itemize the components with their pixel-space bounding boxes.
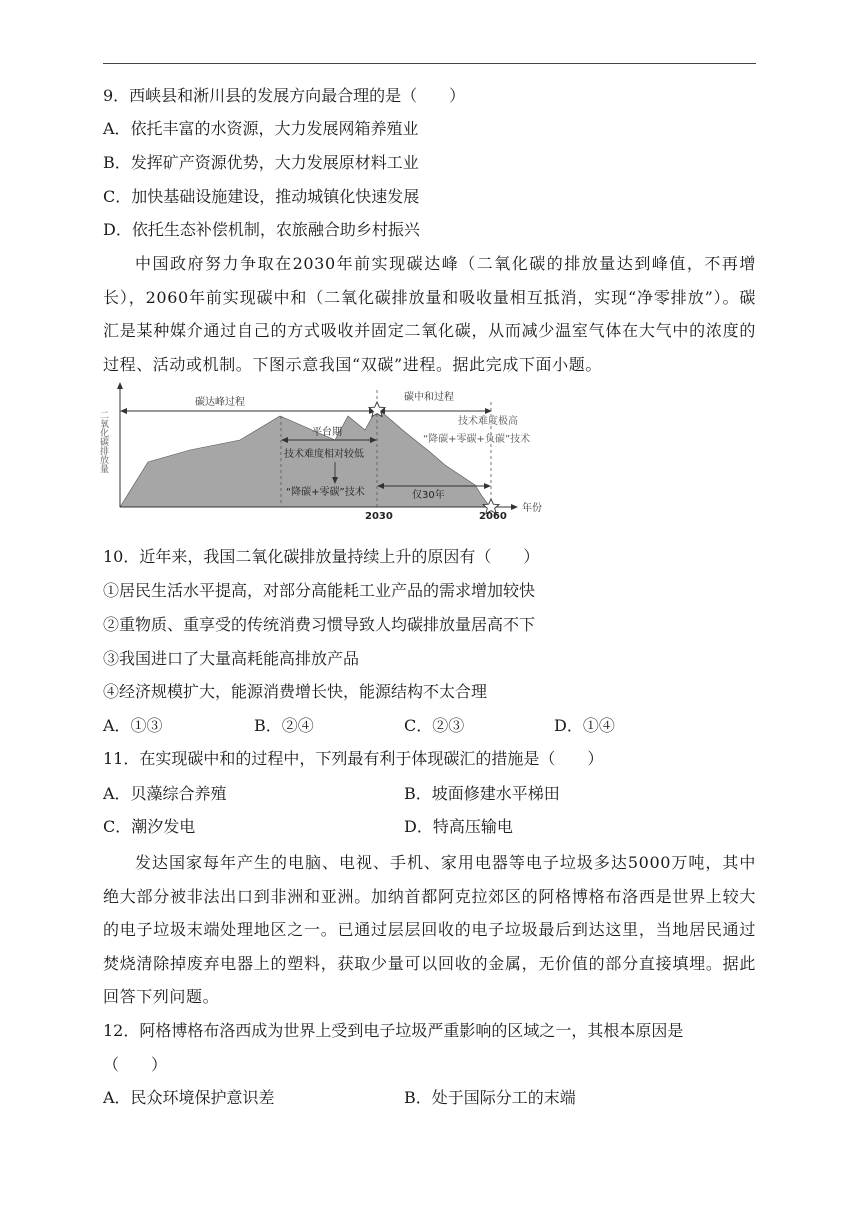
passage-e-waste	[103, 846, 756, 1014]
q10-item-1: ①居民生活水平提高，对部分高能耗工业产品的需求增加较快	[103, 581, 536, 600]
q9-option-a: A．依托丰富的水资源，大力发展网箱养殖业	[103, 119, 419, 138]
y-axis-arrow	[117, 382, 123, 389]
q12-stem: 12．阿格博格布洛西成为世界上受到电子垃圾严重影响的区域之一，其根本原因是	[103, 1021, 684, 1040]
q9-option-c: C．加快基础设施建设，推动城镇化快速发展	[103, 187, 420, 206]
q10-stem: 10．近年来，我国二氧化碳排放量持续上升的原因有（ ）	[103, 547, 540, 566]
q11-option-b: B．坡面修建水平梯田	[404, 784, 560, 803]
tick-2060: 2060	[479, 511, 507, 522]
x-axis-arrow	[511, 504, 518, 510]
q9-option-b: B．发挥矿产资源优势，大力发展原材料工业	[103, 153, 419, 172]
passage-carbon-text: 中国政府努力争取在2030年前实现碳达峰（二氧化碳的排放量达到峰值，不再增长），2060年前实现碳中和（二氧化碳排放量和吸收量相互抵消，实现“净零排放”）。碳汇是某种媒介通过自己的方式吸收并固定二氧化碳，从而减少温室气体在大气中的浓度的过程、活动或机制。下图示意我国“双碳”进程。据此完成下面小题。	[103, 254, 756, 374]
q9-option-d: D．依托生态补偿机制，农旅融合助乡村振兴	[103, 220, 420, 239]
q11-option-a: A．贝藻综合养殖	[103, 784, 227, 803]
header-rule	[103, 63, 756, 64]
q10-option-d: D．①④	[554, 716, 615, 735]
q12-answer-paren: （ ）	[103, 1055, 168, 1074]
q11-stem: 11．在实现碳中和的过程中，下列最有利于体现碳汇的措施是（ ）	[103, 749, 604, 768]
q10-item-2: ②重物质、重享受的传统消费习惯导致人均碳排放量居高不下	[103, 615, 536, 634]
difficulty-high-label: 技术难度极高	[458, 416, 518, 427]
q11-option-c: C．潮汐发电	[103, 817, 196, 836]
difficulty-low-label: 技术难度相对较低	[284, 449, 364, 460]
q11-option-d: D．特高压输电	[404, 817, 513, 836]
passage-e-waste-text: 发达国家每年产生的电脑、电视、手机、家用电器等电子垃圾多达5000万吨，其中绝大部分被非法出口到非洲和亚洲。加纳首都阿克拉郊区的阿格博格布洛西是世界上较大的电子垃圾末端处理地区之一。已通过层层回收的电子垃圾最后到达这里，当地居民通过焚烧清除掉废弃电器上的塑料，获取少量可以回收的金属，无价值的部分直接填埋。据此回答下列问题。	[103, 853, 756, 1006]
peak-arrow-left	[120, 408, 127, 414]
neutral-process-label: 碳中和过程	[404, 392, 454, 403]
tech-low-label: “降碳+零碳”技术	[286, 487, 365, 498]
q12-option-b: B．处于国际分工的末端	[404, 1088, 576, 1107]
q10-option-c: C．②③	[404, 716, 465, 735]
x-axis-label: 年份	[522, 503, 542, 514]
thirty-arrow-right	[484, 483, 491, 489]
y-axis-label: 二氧化碳排放量	[98, 410, 108, 473]
q10-item-4: ④经济规模扩大，能源消费增长快，能源结构不太合理	[103, 682, 488, 701]
q10-item-3: ③我国进口了大量高耗能高排放产品	[103, 649, 360, 668]
plateau-label: 平台期	[312, 427, 342, 438]
q10-option-a: A．①③	[103, 716, 163, 735]
tech-high-label: “降碳+零碳+负碳”技术	[423, 434, 531, 445]
q10-option-b: B．②④	[254, 716, 314, 735]
peak-process-label: 碳达峰过程	[195, 397, 245, 408]
tick-2030: 2030	[365, 511, 393, 522]
dual-carbon-figure	[100, 380, 560, 520]
passage-carbon	[103, 247, 756, 381]
q9-stem: 9．西峡县和淅川县的发展方向最合理的是（ ）	[103, 86, 466, 105]
q12-option-a: A．民众环境保护意识差	[103, 1088, 275, 1107]
only-30-years-label: 仅30年	[412, 490, 445, 501]
